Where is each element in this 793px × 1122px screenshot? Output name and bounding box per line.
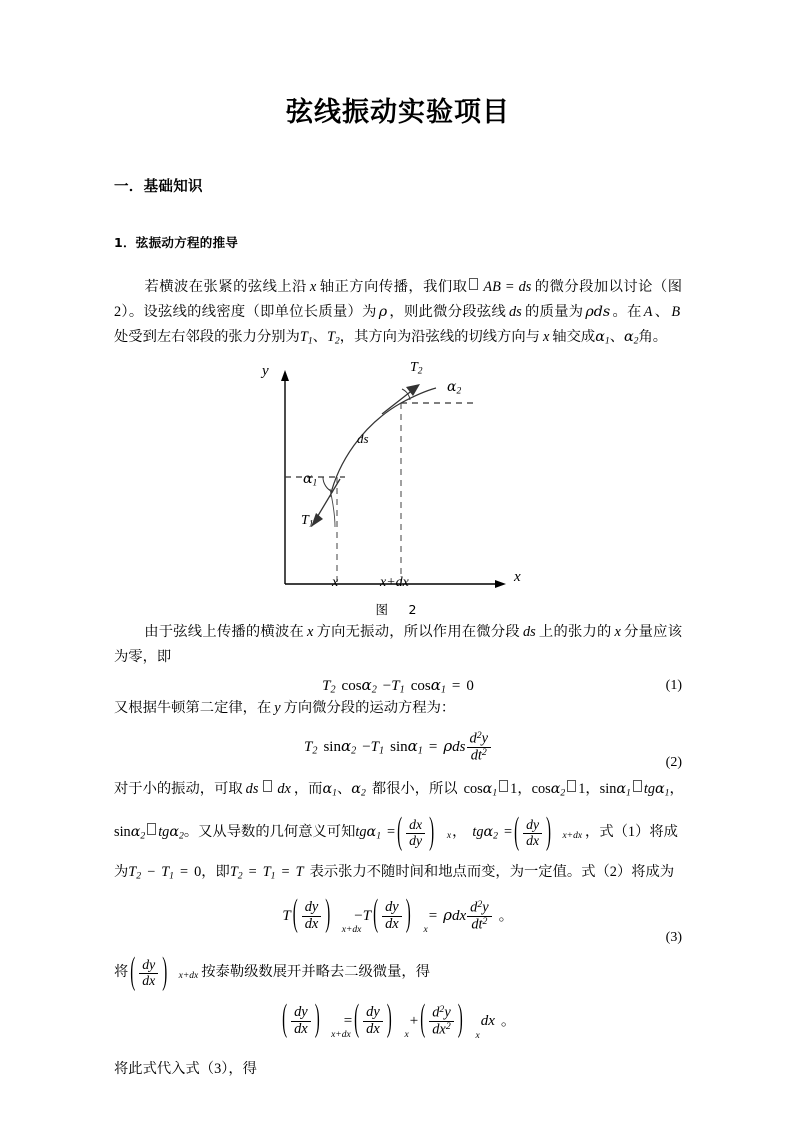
text-fragment: 对于小的振动，可取 xyxy=(114,780,243,797)
sym-T: T xyxy=(128,863,137,880)
math-A: A xyxy=(643,303,653,320)
fraction-numerator xyxy=(467,731,491,748)
fraction-dy-dx xyxy=(363,1005,383,1037)
sym-dx: dx xyxy=(526,833,540,849)
page-title: 弦线振动实验项目 xyxy=(286,97,510,128)
sym-sub1: 1 xyxy=(417,745,423,757)
approx-symbol-box xyxy=(633,780,642,792)
sym-exp2: 2 xyxy=(482,915,488,927)
figure-caption: 图 2 xyxy=(375,602,421,618)
sym-T: T xyxy=(304,738,313,755)
math-alpha1: α xyxy=(322,780,333,797)
sym-y: y xyxy=(482,899,489,916)
figure-label-T2-letter: T xyxy=(410,360,418,376)
text-fragment: 又根据牛顿第二定律，在 xyxy=(114,699,272,716)
text-fragment: ， xyxy=(517,780,532,797)
fraction-numerator xyxy=(302,900,322,917)
approx-symbol-box xyxy=(499,780,508,792)
figure-2 xyxy=(114,353,682,620)
text-fragment: 轴交成 xyxy=(552,328,596,345)
text-fragment: ，其方向为沿弦线的切线方向与 xyxy=(339,328,540,345)
paragraph-x-component xyxy=(114,620,682,670)
text-fragment: ， xyxy=(669,780,684,797)
figure-label-alpha2 xyxy=(447,379,461,396)
math-B: B xyxy=(671,303,681,320)
sym-T: T xyxy=(391,678,400,695)
sym-zero: 0 xyxy=(194,863,202,880)
fraction-dy-dx xyxy=(382,900,402,932)
sym-sub1: 1 xyxy=(169,869,174,881)
text-fragment: 、 xyxy=(654,303,670,320)
text-fragment: 。在 xyxy=(612,303,642,320)
fraction-dy-dx xyxy=(291,1005,311,1037)
sym-tg: tg xyxy=(158,824,170,841)
sym-dt: dt xyxy=(470,747,482,764)
figure-tick-label-x: x xyxy=(332,575,339,591)
figure-label-alpha2-subscript: 2 xyxy=(456,386,462,397)
sym-sub2: 2 xyxy=(136,869,142,881)
string-curve xyxy=(330,388,436,497)
paren-subscript: x xyxy=(446,830,452,841)
text-fragment: 、 xyxy=(609,328,624,345)
paren-subscript: x+dx xyxy=(562,830,583,841)
math-dx: dx xyxy=(277,780,291,797)
figure-label-ds: ds xyxy=(357,431,369,447)
sym-alpha: α xyxy=(340,736,352,755)
sym-minus: − xyxy=(362,738,371,755)
text-fragment: 分量应该为零，即 xyxy=(114,624,683,666)
paren-group-dy-dx-xdx xyxy=(281,1004,351,1041)
sym-dt: dt xyxy=(471,916,483,933)
sym-sub2: 2 xyxy=(560,787,566,799)
sym-equals: = xyxy=(180,863,189,880)
sym-sin: sin xyxy=(390,738,408,755)
sym-sub2: 2 xyxy=(140,830,146,842)
sym-equals: = xyxy=(451,678,461,695)
figure-tick-label-xdx: x+dx xyxy=(380,575,409,591)
sym-dx: dx xyxy=(451,907,467,924)
sym-d: d xyxy=(470,899,478,916)
text-fragment: ，则此微分段弦线 xyxy=(389,303,507,320)
sym-exp2: 2 xyxy=(445,1020,451,1032)
sym-equals: = xyxy=(428,738,438,755)
sym-rho: ρ xyxy=(443,736,453,755)
sym-cos: cos xyxy=(410,678,431,695)
figure-label-T1-subscript: 1 xyxy=(308,519,314,530)
sym-T: T xyxy=(362,907,372,924)
equation-4-body xyxy=(280,1003,516,1041)
paren-subscript: x+dx xyxy=(341,925,362,936)
sym-sub1: 1 xyxy=(492,787,498,799)
sym-alpha: α xyxy=(616,780,626,797)
fraction-dx-dy xyxy=(406,818,425,849)
sym-dx: dx xyxy=(480,1012,495,1029)
sym-minus: − xyxy=(147,863,156,880)
sym-sub1: 1 xyxy=(270,869,276,881)
sym-equals: = xyxy=(504,824,513,841)
fraction-denominator xyxy=(139,974,158,989)
figure-label-T2-subscript: 2 xyxy=(417,366,423,377)
math-x: x xyxy=(309,278,317,295)
x-axis-arrowhead xyxy=(495,580,506,588)
figure-2-drawing xyxy=(114,367,682,599)
sym-period: 。 xyxy=(500,1012,516,1029)
sym-sub1: 1 xyxy=(376,830,382,842)
sym-sub1: 1 xyxy=(626,787,631,799)
text-fragment: ， xyxy=(452,824,467,841)
paren-subscript: x+dx xyxy=(331,1030,351,1041)
math-ab-equals-ds: AB = ds xyxy=(483,278,532,295)
y-axis-arrowhead xyxy=(281,370,289,381)
sym-alpha: α xyxy=(169,824,179,841)
text-fragment: 的微分段加以讨论（图 2）。设弦线的线密度（即单位长质量）为 xyxy=(114,278,682,320)
fraction-numerator xyxy=(429,1005,453,1022)
sym-T: T xyxy=(282,907,291,924)
paren-group-dx-dy xyxy=(396,816,452,850)
sym-sub1: 1 xyxy=(379,745,385,757)
paragraph-taylor-expansion xyxy=(114,954,682,991)
paren-group-d2y-dx2 xyxy=(419,1003,480,1041)
math-y: y xyxy=(274,699,281,716)
fraction-numerator xyxy=(363,1005,383,1022)
math-alpha1-sub: 1 xyxy=(332,787,337,799)
sym-dy: dy xyxy=(526,817,540,833)
math-T2-subscript: 2 xyxy=(334,335,340,347)
sym-one: 1 xyxy=(578,780,586,797)
math-T2: T xyxy=(326,328,335,345)
sym-alpha: α xyxy=(654,780,665,797)
sym-cos: cos xyxy=(341,678,362,695)
sym-period: 。 xyxy=(498,907,514,924)
text-fragment: 若横波在张紧的弦线上沿 xyxy=(144,278,307,295)
sym-plus: + xyxy=(409,1012,419,1029)
figure-label-alpha2-letter: α xyxy=(447,379,457,396)
fraction-denominator xyxy=(523,834,542,849)
sym-d: d xyxy=(432,1004,440,1021)
sym-exp2: 2 xyxy=(439,1003,445,1015)
math-alpha2-subscript: 2 xyxy=(633,335,639,347)
fraction-d2y-dt2 xyxy=(467,900,491,933)
sym-T: T xyxy=(262,863,271,880)
fraction-numerator xyxy=(467,900,491,917)
sym-equals: = xyxy=(248,863,257,880)
fraction-d2y-dt2 xyxy=(467,731,491,764)
math-x: x xyxy=(614,624,621,641)
text-fragment: 方向微分段的运动方程为： xyxy=(283,699,456,716)
paren-group-dy-dx-x xyxy=(372,899,428,936)
fraction-denominator xyxy=(429,1022,453,1038)
equation-3-body xyxy=(282,898,514,936)
sym-sub2: 2 xyxy=(237,869,243,881)
math-T1-subscript: 1 xyxy=(307,335,313,347)
sym-sub2: 2 xyxy=(493,830,499,842)
paren-subscript: x xyxy=(404,1030,409,1041)
sym-alpha: α xyxy=(430,676,441,695)
sym-dy: dy xyxy=(294,1004,308,1021)
sym-d: d xyxy=(469,730,477,747)
sym-sub2: 2 xyxy=(312,745,318,757)
text-fragment: 。又从导数的几何意义可知 xyxy=(183,824,356,841)
equation-1-number: (1) xyxy=(665,677,682,693)
sym-y: y xyxy=(444,1004,451,1021)
paragraph-derivative-meaning xyxy=(114,815,682,853)
text-fragment: 上的张力的 xyxy=(538,624,612,641)
sym-T: T xyxy=(229,863,238,880)
paren-group-dy-dx xyxy=(513,816,583,850)
fraction-numerator xyxy=(523,818,542,834)
sym-sub2: 2 xyxy=(330,684,336,696)
equation-2-number: (2) xyxy=(665,754,682,770)
fraction-d2y-dx2 xyxy=(429,1005,453,1038)
sym-minus: − xyxy=(354,907,363,924)
sym-alpha: α xyxy=(483,824,494,841)
sym-rho: ρ xyxy=(443,905,452,924)
sym-dy: dy xyxy=(409,833,423,849)
text-fragment: ，式（1）将成 xyxy=(585,824,678,841)
sym-sin: sin xyxy=(114,824,131,841)
equation-2 xyxy=(114,731,682,773)
fraction-denominator xyxy=(406,834,425,849)
sym-exp2: 2 xyxy=(476,729,482,741)
text-fragment: 将 xyxy=(114,963,129,980)
sym-T: T xyxy=(161,863,170,880)
math-alpha2-sub: 2 xyxy=(360,787,366,799)
math-ds: ds xyxy=(509,303,522,320)
fraction-numerator xyxy=(291,1005,311,1022)
sym-y: y xyxy=(481,730,488,747)
math-alpha1: α xyxy=(595,328,605,345)
text-fragment: 、 xyxy=(337,780,352,797)
sym-alpha: α xyxy=(361,676,372,695)
fraction-denominator xyxy=(467,917,491,933)
sym-zero: 0 xyxy=(466,678,474,695)
sym-dy: dy xyxy=(142,957,156,973)
math-ds: ds xyxy=(245,780,259,797)
paren-group-dy-dx-x xyxy=(353,1004,409,1041)
sym-ds: ds xyxy=(452,738,466,755)
paragraph-substitute xyxy=(114,1057,682,1082)
text-fragment: 的质量为 xyxy=(524,303,584,320)
fraction-denominator xyxy=(363,1022,383,1038)
fraction-numerator xyxy=(382,900,402,917)
sym-sub2: 2 xyxy=(371,684,377,696)
sym-sub1: 1 xyxy=(664,787,670,799)
text-fragment: 方向无振动，所以作用在微分段 xyxy=(316,624,520,641)
fraction-numerator xyxy=(406,818,425,834)
math-T1: T xyxy=(299,328,308,345)
sym-dx: dx xyxy=(385,915,399,932)
sym-exp2: 2 xyxy=(477,898,483,910)
sym-alpha: α xyxy=(482,780,493,797)
fraction-denominator xyxy=(467,748,491,764)
math-rho-ds: ρds xyxy=(585,303,611,320)
sym-tg: tg xyxy=(472,824,484,841)
sym-exp2: 2 xyxy=(481,746,487,758)
text-fragment: ， xyxy=(585,780,600,797)
approx-symbol-box xyxy=(147,823,156,835)
text-fragment: 处受到左右邻段的张力分别为 xyxy=(114,328,300,345)
sym-dx: dx xyxy=(366,1020,380,1037)
text-fragment: ，而 xyxy=(293,780,323,797)
sym-alpha: α xyxy=(550,780,561,797)
sym-alpha: α xyxy=(407,736,418,755)
sym-T: T xyxy=(295,863,304,880)
equation-1 xyxy=(114,676,682,696)
equation-3 xyxy=(114,900,682,948)
section-heading: 一．基础知识 xyxy=(114,178,203,195)
fraction-dy-dx xyxy=(139,958,158,989)
equation-3-number: (3) xyxy=(665,929,682,945)
paragraph-intro xyxy=(114,251,682,353)
sym-alpha: α xyxy=(130,824,141,841)
fraction-denominator xyxy=(302,917,322,933)
sym-equals: = xyxy=(281,863,290,880)
math-rho: ρ xyxy=(378,303,388,320)
sym-minus: − xyxy=(382,678,392,695)
sym-dx: dx xyxy=(432,1021,446,1037)
text-fragment: 将此式代入式（3），得 xyxy=(114,1060,257,1077)
missing-glyph-box xyxy=(469,278,478,290)
figure-label-alpha1-subscript: 1 xyxy=(312,478,318,489)
math-ds: ds xyxy=(522,624,536,641)
text-fragment: 为 xyxy=(114,863,129,880)
tangent-helper-curve xyxy=(330,489,335,527)
figure-x-axis-label: x xyxy=(514,569,521,586)
sym-dx: dx xyxy=(142,972,156,988)
figure-label-T1-letter: T xyxy=(301,513,309,529)
text-fragment: 表示张力不随时间和地点而变，为一定值。式（2）将成为 xyxy=(309,863,675,880)
paragraph-newton-second-law xyxy=(114,696,682,721)
figure-y-axis-label: y xyxy=(262,363,269,380)
paren-subscript: x xyxy=(475,1030,480,1041)
sym-equals: = xyxy=(387,824,396,841)
tension-T2-vector xyxy=(382,389,414,414)
sym-dx: dx xyxy=(409,817,423,833)
text-fragment: 角。 xyxy=(638,328,668,345)
text-fragment: 轴正方向传播，我们取 xyxy=(319,278,468,295)
sym-dy: dy xyxy=(304,899,319,916)
sym-dx: dx xyxy=(304,915,319,932)
sym-cos: cos xyxy=(531,780,551,797)
sym-T: T xyxy=(370,738,380,755)
math-x-axis: x xyxy=(542,328,550,345)
sym-sub1: 1 xyxy=(399,684,405,696)
sym-dx: dx xyxy=(294,1020,308,1037)
text-fragment: ，即 xyxy=(201,863,230,880)
sym-sin: sin xyxy=(323,738,341,755)
math-alpha2: α xyxy=(351,780,361,797)
figure-label-T2 xyxy=(410,360,423,376)
fraction-dy-dx xyxy=(523,818,542,849)
figure-label-T1 xyxy=(301,513,314,529)
text-fragment: 按泰勒级数展开并略去二级微量，得 xyxy=(201,963,430,980)
paren-subscript: x+dx xyxy=(178,970,199,981)
equation-4 xyxy=(114,1005,682,1053)
sym-tg: tg xyxy=(355,824,367,841)
equation-2-body xyxy=(304,729,492,764)
sym-tg: tg xyxy=(643,780,655,797)
text-fragment: 由于弦线上传播的横波在 xyxy=(144,624,305,641)
fraction-numerator xyxy=(139,958,158,974)
sym-alpha: α xyxy=(366,824,377,841)
approx-symbol-box xyxy=(263,780,272,792)
fraction-denominator xyxy=(291,1022,311,1038)
equation-1-body xyxy=(322,678,474,694)
approx-symbol-box xyxy=(567,780,576,792)
fraction-dy-dx xyxy=(302,900,322,932)
sym-equals: = xyxy=(428,907,438,924)
text-fragment: 都很小，所以 xyxy=(371,780,458,797)
sym-sin: sin xyxy=(599,780,617,797)
text-fragment: 、 xyxy=(312,328,327,345)
sym-sub1: 1 xyxy=(440,684,446,696)
math-alpha1-subscript: 1 xyxy=(604,335,610,347)
paren-group-dy-dx-xdx xyxy=(129,955,199,991)
sym-sub2: 2 xyxy=(178,830,184,842)
math-alpha2: α xyxy=(624,328,634,345)
figure-label-alpha1-letter: α xyxy=(303,471,313,488)
sym-T: T xyxy=(322,678,331,695)
subsection-heading: 1．弦振动方程的推导 xyxy=(114,234,239,250)
sym-dy: dy xyxy=(385,899,399,916)
sym-one: 1 xyxy=(510,780,518,797)
sym-sub2: 2 xyxy=(351,745,357,757)
document-content xyxy=(114,0,682,1082)
math-x: x xyxy=(307,624,314,641)
sym-equals: = xyxy=(343,1012,353,1029)
figure-label-alpha1 xyxy=(303,471,317,488)
sym-dy: dy xyxy=(366,1004,380,1021)
paren-group-dy-dx-xdx xyxy=(292,899,362,936)
paren-subscript: x xyxy=(423,925,428,936)
fraction-denominator xyxy=(382,917,402,933)
sym-cos: cos xyxy=(463,780,483,797)
